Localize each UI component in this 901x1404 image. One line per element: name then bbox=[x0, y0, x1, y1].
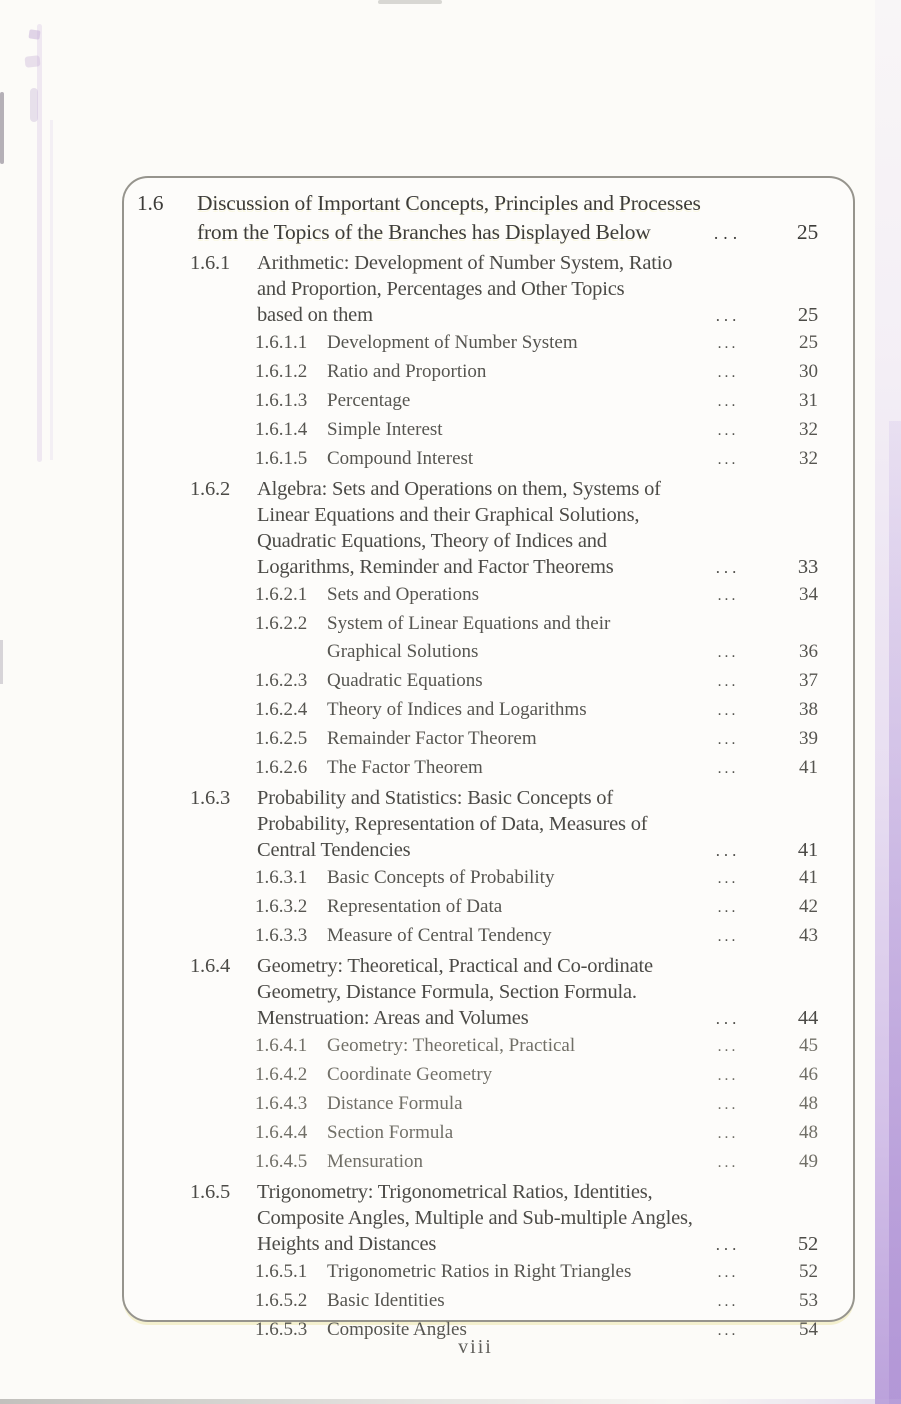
dots-leader: ... bbox=[717, 731, 739, 748]
toc-row bbox=[124, 1258, 853, 1287]
page-number: 41 bbox=[799, 867, 818, 888]
entry-number: 1.6.4.4 bbox=[255, 1122, 308, 1143]
toc-row bbox=[124, 1005, 853, 1032]
entry-number: 1.6.1.4 bbox=[255, 419, 308, 440]
entry-text: Compound Interest bbox=[327, 448, 474, 469]
entry-text: Simple Interest bbox=[327, 419, 443, 440]
toc-row bbox=[124, 922, 853, 951]
page-number: 32 bbox=[799, 419, 818, 440]
entry-number: 1.6.2.4 bbox=[255, 699, 308, 720]
toc-row bbox=[124, 785, 853, 811]
entry-text: Remainder Factor Theorem bbox=[327, 728, 537, 749]
entry-number: 1.6.2.2 bbox=[255, 613, 308, 634]
page-number: 43 bbox=[799, 925, 818, 946]
entry-number: 1.6.3 bbox=[190, 787, 231, 809]
entry-text: Coordinate Geometry bbox=[327, 1064, 493, 1085]
entry-text: from the Topics of the Branches has Displayed Below bbox=[197, 220, 651, 244]
top-scan-smudge bbox=[378, 0, 442, 4]
dots-leader: ... bbox=[717, 364, 739, 381]
toc-row bbox=[124, 893, 853, 922]
dots-leader: ... bbox=[717, 1125, 739, 1142]
dots-leader: ... bbox=[717, 335, 739, 352]
right-page-edge-tint bbox=[875, 0, 901, 1404]
toc-row bbox=[124, 445, 853, 474]
page-number: 41 bbox=[797, 839, 818, 861]
entry-number: 1.6.3.2 bbox=[255, 896, 308, 917]
dots-leader: ... bbox=[717, 1038, 739, 1055]
dots-leader: ... bbox=[715, 1009, 741, 1028]
spine-mark bbox=[0, 92, 4, 164]
page-number: 34 bbox=[799, 584, 818, 605]
entry-text: Composite Angles bbox=[327, 1319, 467, 1340]
page-number: 49 bbox=[799, 1151, 818, 1172]
toc-row bbox=[124, 667, 853, 696]
page-number: 36 bbox=[799, 641, 818, 662]
entry-number: 1.6.4.5 bbox=[255, 1151, 308, 1172]
dots-leader: ... bbox=[717, 587, 739, 604]
page-number: 52 bbox=[797, 1233, 818, 1255]
entry-text: Section Formula bbox=[327, 1122, 454, 1143]
page-number: 44 bbox=[797, 1007, 818, 1029]
dots-leader: ... bbox=[717, 702, 739, 719]
toc-row bbox=[124, 189, 853, 218]
entry-number: 1.6.3.1 bbox=[255, 867, 308, 888]
dots-leader: ... bbox=[717, 1264, 739, 1281]
entry-text: Probability and Statistics: Basic Concepts of bbox=[257, 787, 613, 809]
dots-leader: ... bbox=[717, 644, 739, 661]
dots-leader: ... bbox=[715, 841, 741, 860]
toc-row bbox=[124, 554, 853, 581]
dots-leader: ... bbox=[717, 1067, 739, 1084]
dots-leader: ... bbox=[717, 451, 739, 468]
toc-row bbox=[124, 1148, 853, 1177]
right-page-edge-shadow bbox=[889, 421, 901, 1404]
dots-leader: ... bbox=[717, 1096, 739, 1113]
entry-number: 1.6 bbox=[137, 191, 164, 215]
page-number: 32 bbox=[799, 448, 818, 469]
toc-row bbox=[124, 725, 853, 754]
toc-row bbox=[124, 610, 853, 638]
toc-row bbox=[124, 696, 853, 725]
entry-number: 1.6.1 bbox=[190, 252, 231, 274]
entry-text: and Proportion, Percentages and Other Topics bbox=[257, 278, 625, 300]
entry-number: 1.6.4.1 bbox=[255, 1035, 308, 1056]
page-number: 33 bbox=[797, 556, 818, 578]
entry-number: 1.6.1.2 bbox=[255, 361, 308, 382]
toc-row bbox=[124, 218, 853, 248]
dots-leader: ... bbox=[717, 1154, 739, 1171]
entry-text: Discussion of Important Concepts, Principles and Processes bbox=[197, 191, 701, 215]
page-number: 41 bbox=[799, 757, 818, 778]
toc-box bbox=[122, 176, 855, 1340]
entry-number: 1.6.4 bbox=[190, 955, 231, 977]
page-number: 39 bbox=[799, 728, 818, 749]
entry-number: 1.6.3.3 bbox=[255, 925, 308, 946]
footer-page-number: viii bbox=[458, 1336, 493, 1358]
toc-row bbox=[124, 1119, 853, 1148]
toc-row bbox=[124, 358, 853, 387]
entry-text: Theory of Indices and Logarithms bbox=[327, 699, 587, 720]
entry-number: 1.6.2.6 bbox=[255, 757, 308, 778]
page-number: 25 bbox=[796, 220, 818, 244]
entry-text: Development of Number System bbox=[327, 332, 578, 353]
entry-text: System of Linear Equations and their bbox=[327, 613, 611, 634]
page-number: 38 bbox=[799, 699, 818, 720]
page-number: 25 bbox=[797, 304, 818, 326]
entry-number: 1.6.2 bbox=[190, 478, 231, 500]
entry-text: Trigonometry: Trigonometrical Ratios, Identities, bbox=[257, 1181, 653, 1203]
entry-text: Arithmetic: Development of Number System, Ratio bbox=[257, 252, 673, 274]
toc-row bbox=[124, 1231, 853, 1258]
dots-leader: ... bbox=[717, 1322, 739, 1339]
entry-text: Percentage bbox=[327, 390, 411, 411]
entry-text: Algebra: Sets and Operations on them, Systems of bbox=[257, 478, 661, 500]
entry-number: 1.6.5.1 bbox=[255, 1261, 308, 1282]
entry-number: 1.6.5.2 bbox=[255, 1290, 308, 1311]
entry-text: Measure of Central Tendency bbox=[327, 925, 552, 946]
entry-number: 1.6.2.1 bbox=[255, 584, 308, 605]
entry-number: 1.6.4.2 bbox=[255, 1064, 308, 1085]
dots-leader: ... bbox=[717, 760, 739, 777]
entry-text: Distance Formula bbox=[327, 1093, 463, 1114]
toc-row bbox=[124, 1287, 853, 1316]
toc-row bbox=[124, 953, 853, 979]
entry-text: The Factor Theorem bbox=[327, 757, 483, 778]
spine-mark bbox=[0, 640, 3, 684]
entry-number: 1.6.1.1 bbox=[255, 332, 308, 353]
page-number: 37 bbox=[799, 670, 818, 691]
entry-text: based on them bbox=[257, 304, 373, 326]
entry-text: Basic Identities bbox=[327, 1290, 445, 1311]
toc-row bbox=[124, 811, 853, 837]
entry-text: Heights and Distances bbox=[257, 1233, 437, 1255]
entry-text: Basic Concepts of Probability bbox=[327, 867, 555, 888]
entry-text: Geometry, Distance Formula, Section Formula. bbox=[257, 981, 637, 1003]
toc-row bbox=[124, 1061, 853, 1090]
toc-row bbox=[124, 528, 853, 554]
dots-leader: ... bbox=[717, 673, 739, 690]
dots-leader: ... bbox=[715, 558, 741, 577]
entry-number: 1.6.2.5 bbox=[255, 728, 308, 749]
toc-row bbox=[124, 387, 853, 416]
entry-number: 1.6.1.5 bbox=[255, 448, 308, 469]
dots-leader: ... bbox=[717, 422, 739, 439]
left-margin-streak bbox=[37, 24, 42, 462]
dots-leader: ... bbox=[717, 928, 739, 945]
entry-text: Central Tendencies bbox=[257, 839, 411, 861]
entry-text: Geometry: Theoretical, Practical and Co-ordinate bbox=[257, 955, 653, 977]
entry-text: Representation of Data bbox=[327, 896, 503, 917]
page-number: 31 bbox=[799, 390, 818, 411]
page-number: 46 bbox=[799, 1064, 818, 1085]
toc-row bbox=[124, 502, 853, 528]
toc-row bbox=[124, 276, 853, 302]
dots-leader: ... bbox=[715, 306, 741, 325]
toc-row bbox=[124, 329, 853, 358]
toc-row bbox=[124, 864, 853, 893]
dots-leader: ... bbox=[717, 870, 739, 887]
entry-text: Probability, Representation of Data, Measures of bbox=[257, 813, 648, 835]
entry-text: Quadratic Equations bbox=[327, 670, 483, 691]
dots-leader: ... bbox=[715, 1235, 741, 1254]
page-number: 45 bbox=[799, 1035, 818, 1056]
entry-text: Trigonometric Ratios in Right Triangles bbox=[327, 1261, 632, 1282]
page-number: 48 bbox=[799, 1122, 818, 1143]
entry-text: Ratio and Proportion bbox=[327, 361, 487, 382]
page-number: 53 bbox=[799, 1290, 818, 1311]
page-number: 54 bbox=[799, 1319, 818, 1340]
entry-text: Quadratic Equations, Theory of Indices and bbox=[257, 530, 607, 552]
dots-leader: ... bbox=[717, 899, 739, 916]
entry-text: Geometry: Theoretical, Practical bbox=[327, 1035, 576, 1056]
page-number: 52 bbox=[799, 1261, 818, 1282]
entry-text: Linear Equations and their Graphical Solutions, bbox=[257, 504, 640, 526]
left-margin-streak bbox=[50, 120, 53, 460]
toc-row bbox=[124, 979, 853, 1005]
entry-number: 1.6.5 bbox=[190, 1181, 231, 1203]
toc-row bbox=[124, 416, 853, 445]
toc-row bbox=[124, 476, 853, 502]
toc-row bbox=[124, 754, 853, 783]
page-number: 25 bbox=[799, 332, 818, 353]
entry-text: Graphical Solutions bbox=[327, 641, 479, 662]
bottom-scan-edge bbox=[0, 1399, 901, 1404]
page-number: 42 bbox=[799, 896, 818, 917]
entry-number: 1.6.2.3 bbox=[255, 670, 308, 691]
page-number: 30 bbox=[799, 361, 818, 382]
toc-row bbox=[124, 302, 853, 329]
dots-leader: ... bbox=[717, 393, 739, 410]
toc-list bbox=[124, 189, 853, 1345]
entry-text: Composite Angles, Multiple and Sub-multiple Angles, bbox=[257, 1207, 693, 1229]
page-number: 48 bbox=[799, 1093, 818, 1114]
toc-row bbox=[124, 837, 853, 864]
entry-number: 1.6.5.3 bbox=[255, 1319, 308, 1340]
entry-number: 1.6.1.3 bbox=[255, 390, 308, 411]
entry-text: Sets and Operations bbox=[327, 584, 479, 605]
toc-row bbox=[124, 1032, 853, 1061]
entry-text: Menstruation: Areas and Volumes bbox=[257, 1007, 529, 1029]
toc-row bbox=[124, 1205, 853, 1231]
toc-row bbox=[124, 1090, 853, 1119]
toc-row bbox=[124, 581, 853, 610]
entry-number: 1.6.4.3 bbox=[255, 1093, 308, 1114]
toc-row bbox=[124, 250, 853, 276]
entry-text: Logarithms, Reminder and Factor Theorems bbox=[257, 556, 614, 578]
dots-leader: ... bbox=[713, 223, 743, 243]
toc-row bbox=[124, 1179, 853, 1205]
toc-row bbox=[124, 638, 853, 667]
entry-text: Mensuration bbox=[327, 1151, 424, 1172]
dots-leader: ... bbox=[717, 1293, 739, 1310]
footer bbox=[0, 1336, 901, 1359]
